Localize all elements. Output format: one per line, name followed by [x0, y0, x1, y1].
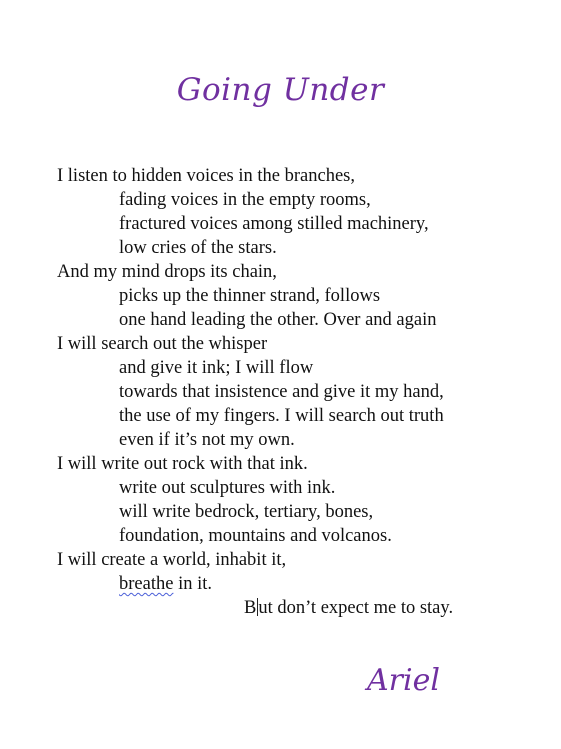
poem-line: I listen to hidden voices in the branches, — [57, 166, 355, 186]
poem-line-text: in it. — [173, 574, 212, 594]
poem-line: picks up the thinner strand, follows — [119, 286, 381, 306]
poem-line: fractured voices among stilled machinery, — [119, 214, 429, 234]
poem-line: low cries of the stars. — [119, 238, 277, 258]
poem-line[interactable] — [57, 596, 537, 620]
poem-line: I will write out rock with that ink. — [57, 454, 308, 474]
poem-line: write out sculptures with ink. — [119, 478, 336, 498]
poem-line: and give it ink; I will flow — [119, 358, 314, 378]
poem-body — [57, 164, 537, 620]
poem-line: fading voices in the empty rooms, — [119, 190, 371, 210]
author-signature: Ariel — [367, 663, 440, 698]
poem-line — [57, 572, 537, 596]
poem-line: I will create a world, inhabit it, — [57, 550, 287, 570]
poem-title: Going Under — [176, 72, 385, 108]
poem-line: I will search out the whisper — [57, 334, 268, 354]
poem-line: the use of my fingers. I will search out truth — [119, 406, 444, 426]
poem-line: will write bedrock, tertiary, bones, — [119, 502, 374, 522]
poem-line: one hand leading the other. Over and again — [119, 310, 437, 330]
poem-line-text: ut don’t expect me to stay. — [258, 598, 454, 618]
poem-line: even if it’s not my own. — [119, 430, 295, 450]
poem-line: And my mind drops its chain, — [57, 262, 277, 282]
poem-line: foundation, mountains and volcanos. — [119, 526, 392, 546]
spellcheck-flagged-word[interactable]: breathe — [119, 574, 174, 594]
poem-line-text: B — [244, 598, 257, 618]
poem-line: towards that insistence and give it my hand, — [119, 382, 444, 402]
